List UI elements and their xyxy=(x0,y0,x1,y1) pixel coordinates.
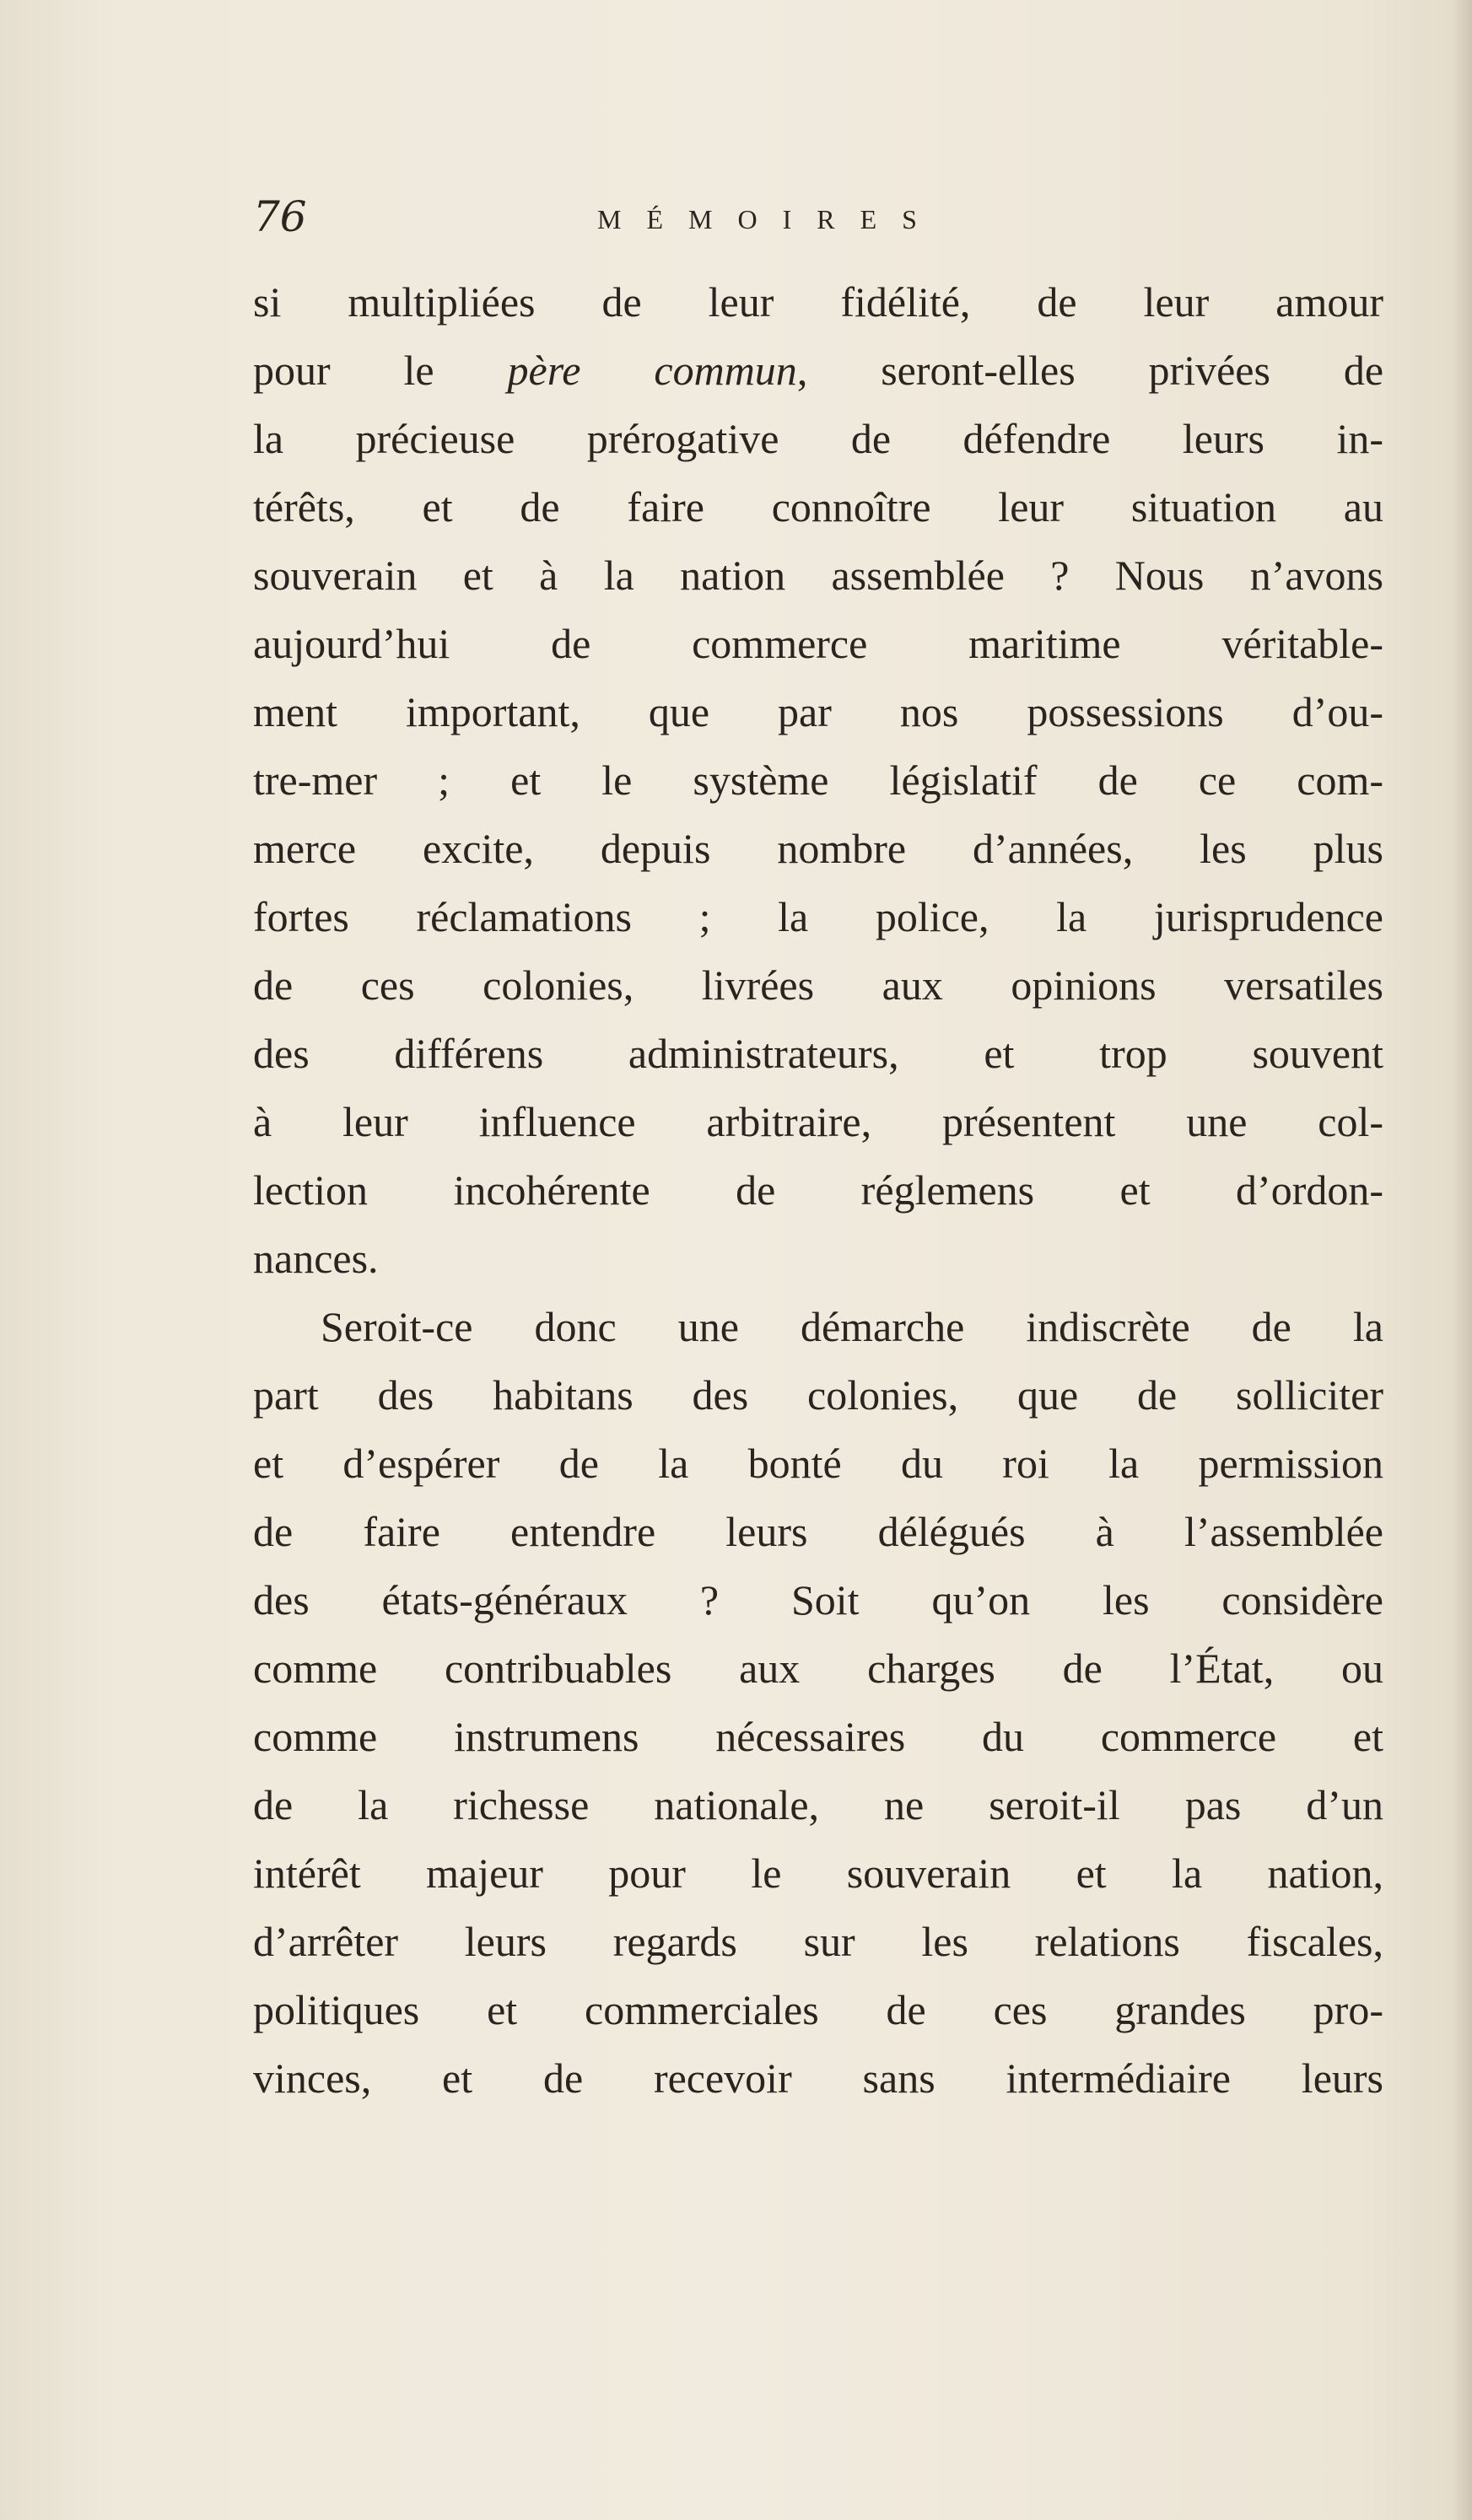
text-line: de ces colonies, livrées aux opinions versatiles xyxy=(253,961,1383,1009)
page-edge-shadow xyxy=(1453,0,1472,2520)
text-line: tre-mer ; et le système législatif de ce com- xyxy=(253,757,1383,804)
text-line: intérêt majeur pour le souverain et la nation, xyxy=(253,1850,1383,1897)
text-line: des états-généraux ? Soit qu’on les considère xyxy=(253,1576,1383,1623)
text-line: comme instrumens nécessaires du commerce et xyxy=(253,1713,1383,1760)
text-fragment: , seront-elles privées de xyxy=(796,347,1384,394)
running-head: MÉMOIRES xyxy=(597,204,942,234)
text-line: si multipliées de leur fidélité, de leur amour xyxy=(253,278,1383,326)
text-line: politiques et commerciales de ces grandes pro- xyxy=(253,1986,1383,2033)
page-number: 76 xyxy=(253,192,307,241)
text-fragment: pour le xyxy=(253,347,434,394)
text-line: fortes réclamations ; la police, la jurisprudence xyxy=(253,893,1383,940)
text-line: à leur influence arbitraire, présentent une col- xyxy=(253,1098,1383,1145)
text-line: merce excite, depuis nombre d’années, les plus xyxy=(253,825,1383,872)
text-line: d’arrêter leurs regards sur les relations fiscales, xyxy=(253,1918,1383,1965)
text-line: comme contribuables aux charges de l’État, ou xyxy=(253,1645,1383,1692)
text-line: lection incohérente de réglemens et d’ordon- xyxy=(253,1166,1383,1214)
text-line: et d’espérer de la bonté du roi la permission xyxy=(253,1440,1383,1487)
text-line: de faire entendre leurs délégués à l’assemblée xyxy=(253,1508,1383,1555)
text-line: de la richesse nationale, ne seroit-il pas d’un xyxy=(253,1781,1383,1828)
italic-phrase: père commun xyxy=(507,347,797,394)
text-line: vinces, et de recevoir sans intermédiaire leurs xyxy=(253,2054,1383,2102)
body-text xyxy=(253,268,1383,2113)
text-line: part des habitans des colonies, que de solliciter xyxy=(253,1371,1383,1419)
text-line: des différens administrateurs, et trop souvent xyxy=(253,1030,1383,1077)
text-line: aujourd’hui de commerce maritime véritable- xyxy=(253,620,1383,667)
text-line: nances. xyxy=(253,1235,379,1282)
text-line xyxy=(253,337,1383,405)
page-header xyxy=(253,192,1383,260)
text-line: térêts, et de faire connoître leur situation au xyxy=(253,483,1383,530)
text-line: souverain et à la nation assemblée ? Nous n’avons xyxy=(253,552,1383,599)
text-line: Seroit-ce donc une démarche indiscrète de la xyxy=(321,1303,1383,1350)
text-line: ment important, que par nos possessions d’ou- xyxy=(253,688,1383,735)
text-line: la précieuse prérogative de défendre leurs in- xyxy=(253,415,1383,462)
